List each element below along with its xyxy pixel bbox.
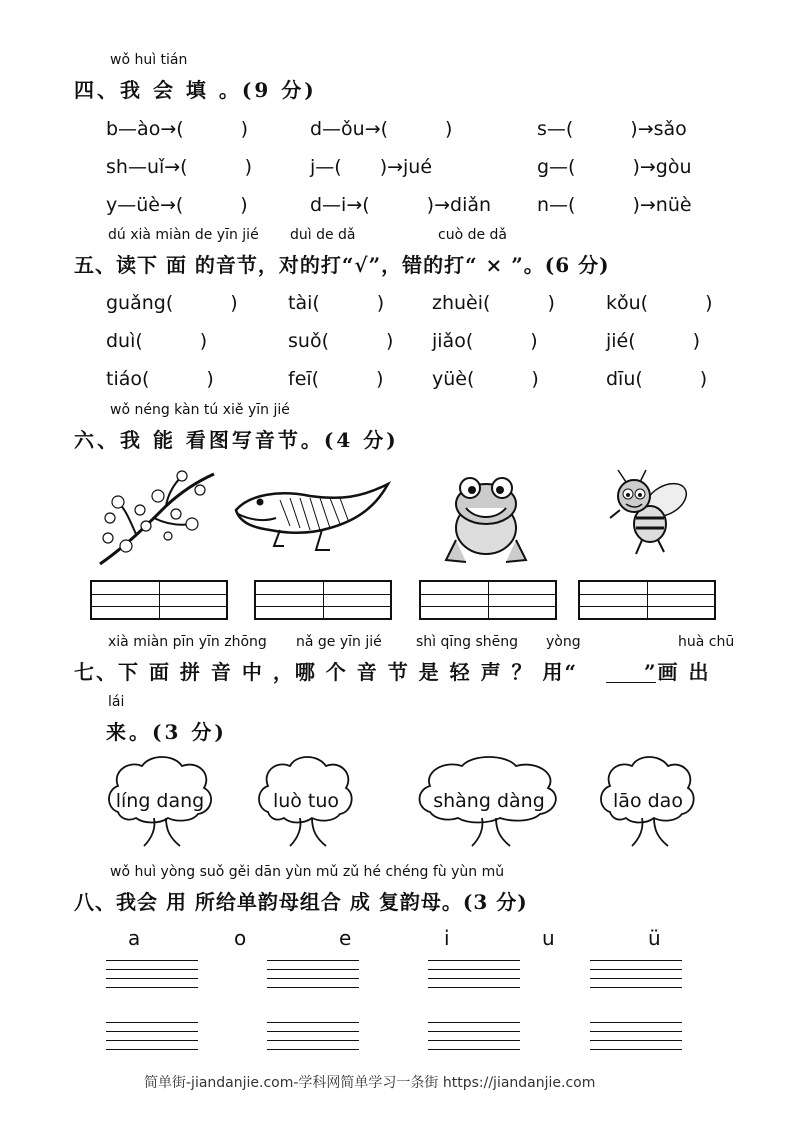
s7-heading2: 来。(3 分) xyxy=(106,720,227,744)
s8-pinyin: wǒ huì yòng suǒ gěi dān yùn mǔ zǔ hé chéng fù yùn mǔ xyxy=(110,864,505,880)
s5-item: suǒ( ) xyxy=(288,330,394,352)
vowel-letter: u xyxy=(542,926,555,950)
pinyin-writing-grid[interactable] xyxy=(254,580,392,620)
s5-item: guǎng( ) xyxy=(106,292,238,314)
writing-lines[interactable] xyxy=(267,1022,359,1058)
tree-card xyxy=(256,752,356,848)
writing-lines[interactable] xyxy=(106,1022,198,1058)
s5-item: kǒu( ) xyxy=(606,292,713,314)
s5-item: jié( ) xyxy=(606,330,701,352)
s7-pinyin: nǎ ge yīn jié xyxy=(296,634,382,650)
s4-item: b—ào→( ) xyxy=(106,118,249,140)
s7-pinyin2: lái xyxy=(108,694,125,710)
pinyin-writing-grid[interactable] xyxy=(578,580,716,620)
footer-watermark: 简单街-jiandanjie.com-学科网简单学习一条街 https://jiandanjie.com xyxy=(144,1075,596,1091)
s5-item: duì( ) xyxy=(106,330,208,352)
tree-card xyxy=(598,752,698,848)
tree-syllable: luò tuo xyxy=(272,790,340,812)
vowel-letter: ü xyxy=(648,926,661,950)
s4-item: d—ǒu→( ) xyxy=(310,118,453,140)
s5-heading: 五、读下 面 的音节，对的打“√”，错的打“ × ”。(6 分) xyxy=(74,253,610,277)
s7-pinyin: shì qīng shēng xyxy=(416,634,519,650)
s5-item: tiáo( ) xyxy=(106,368,214,390)
s4-pinyin: wǒ huì tián xyxy=(110,52,188,68)
s7-heading: 七、下 面 拼 音 中 ，哪 个 音 节 是 轻 声 ？ 用“ ”画 出 xyxy=(74,660,711,684)
s5-item: jiǎo( ) xyxy=(432,330,538,352)
s7-pinyin: xià miàn pīn yīn zhōng xyxy=(108,634,267,650)
vowel-letter: a xyxy=(128,926,141,950)
writing-lines[interactable] xyxy=(428,960,520,996)
s4-item: j—( )→jué xyxy=(310,156,433,178)
writing-lines[interactable] xyxy=(428,1022,520,1058)
vowel-letter: i xyxy=(444,926,450,950)
writing-lines[interactable] xyxy=(590,1022,682,1058)
tree-card xyxy=(104,752,216,848)
s6-pinyin: wǒ néng kàn tú xiě yīn jié xyxy=(110,402,290,418)
vowel-letter: o xyxy=(234,926,247,950)
bee-image xyxy=(606,466,696,558)
tree-syllable: líng dang xyxy=(115,790,205,812)
s6-heading: 六、我 能 看图写音节。(4 分) xyxy=(74,428,399,452)
tree-syllable: lāo dao xyxy=(613,790,683,812)
underline-sample xyxy=(606,682,656,683)
s5-pinyin: duì de dǎ xyxy=(290,227,356,243)
crocodile-image xyxy=(230,480,394,556)
s5-item: yüè( ) xyxy=(432,368,539,390)
s4-item: d—i→( )→diǎn xyxy=(310,194,492,216)
vowel-letter: e xyxy=(339,926,352,950)
pinyin-writing-grid[interactable] xyxy=(419,580,557,620)
writing-lines[interactable] xyxy=(267,960,359,996)
tree-card xyxy=(414,752,564,848)
s5-item: zhuèi( ) xyxy=(432,292,555,314)
s4-heading: 四、我 会 填 。(9 分) xyxy=(74,78,317,102)
writing-lines[interactable] xyxy=(590,960,682,996)
frog-image xyxy=(440,470,532,566)
s4-item: n—( )→nüè xyxy=(537,194,692,216)
s7-pinyin: huà chū xyxy=(678,634,735,650)
s5-pinyin: cuò de dǎ xyxy=(438,227,508,243)
s7-pinyin: yòng xyxy=(546,634,581,650)
s4-item: g—( )→gòu xyxy=(537,156,692,178)
tree-syllable: shàng dàng xyxy=(433,790,545,812)
pinyin-writing-grid[interactable] xyxy=(90,580,228,620)
s4-item: y—üè→( ) xyxy=(106,194,248,216)
writing-lines[interactable] xyxy=(106,960,198,996)
s5-pinyin: dú xià miàn de yīn jié xyxy=(108,227,259,243)
plum-blossom-image xyxy=(96,466,220,568)
s8-heading: 八、我会 用 所给单韵母组合 成 复韵母。(3 分) xyxy=(74,890,528,914)
s5-item: tài( ) xyxy=(288,292,385,314)
s4-item: sh—uǐ→( ) xyxy=(106,156,253,178)
s5-item: feī( ) xyxy=(288,368,384,390)
s4-item: s—( )→sǎo xyxy=(537,118,687,140)
s5-item: dīu( ) xyxy=(606,368,708,390)
